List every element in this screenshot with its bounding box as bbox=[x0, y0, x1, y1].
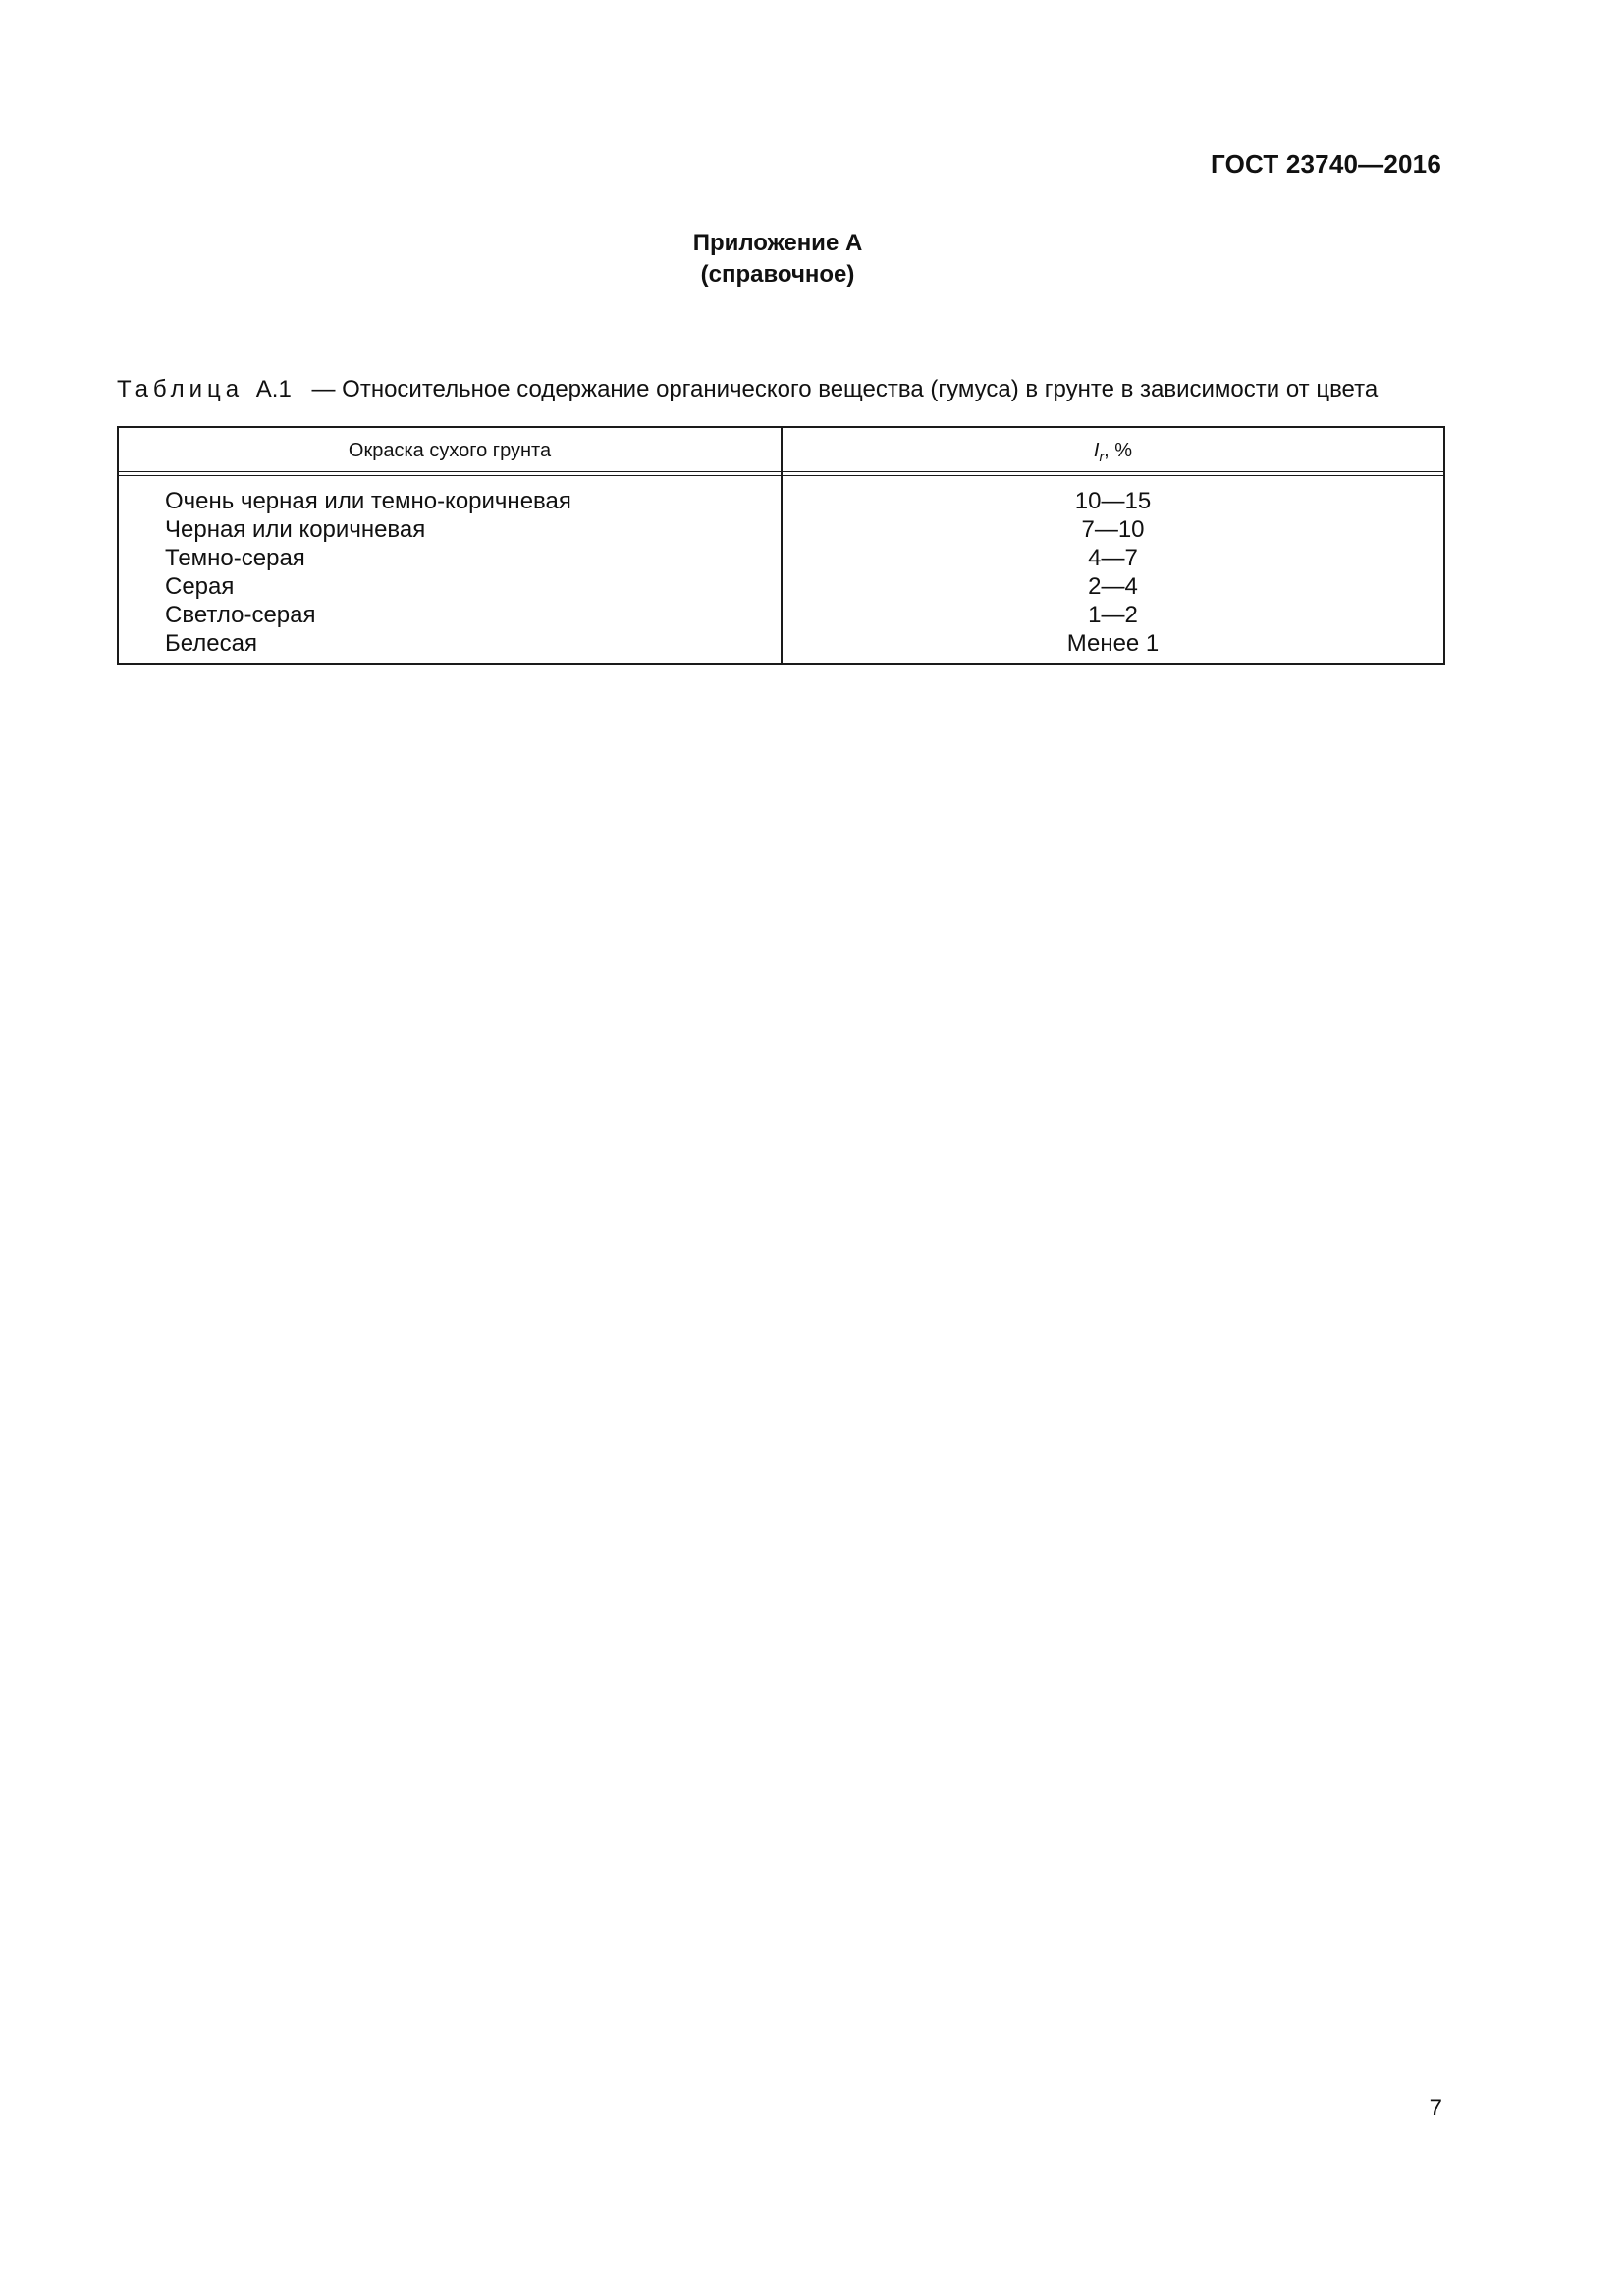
header-unit: , % bbox=[1104, 440, 1133, 461]
page-number: 7 bbox=[1429, 2095, 1442, 2121]
soil-color-column bbox=[165, 487, 571, 658]
table-row-value: Менее 1 bbox=[1066, 630, 1160, 657]
table-row-color: Светло-серая bbox=[165, 602, 316, 628]
table-row-value: 4—7 bbox=[1088, 545, 1138, 571]
soil-humus-table bbox=[117, 426, 1445, 665]
standard-code: ГОСТ 23740—2016 bbox=[1211, 149, 1441, 179]
table-row-color: Белесая bbox=[165, 630, 257, 657]
header-subscript: r bbox=[1099, 449, 1105, 464]
table-caption-number: А.1 bbox=[255, 376, 292, 402]
table-caption-word: Таблица bbox=[117, 376, 244, 402]
table-caption bbox=[117, 376, 1452, 403]
table-row-value: 2—4 bbox=[1088, 573, 1138, 600]
annex-subtitle: (справочное) bbox=[700, 261, 855, 288]
humus-value-column bbox=[783, 487, 1443, 658]
table-row-color: Серая bbox=[165, 573, 235, 600]
table-row-value: 10—15 bbox=[1074, 488, 1152, 514]
table-row-color: Темно-серая bbox=[165, 545, 305, 571]
header-symbol: I bbox=[1093, 440, 1100, 461]
header-soil-color: Окраска сухого грунта bbox=[348, 440, 552, 461]
header-rule bbox=[119, 471, 1443, 472]
table-row-value: 7—10 bbox=[1081, 516, 1145, 543]
table-row-color: Очень черная или темно-коричневая bbox=[165, 488, 571, 514]
table-caption-text: — Относительное содержание органического вещества (гумуса) в грунте в зависимости от цвета bbox=[311, 376, 1379, 402]
header-humus-content bbox=[783, 440, 1443, 464]
annex-title: Приложение А bbox=[692, 230, 863, 256]
table-row-color: Черная или коричневая bbox=[165, 516, 426, 543]
annex-heading bbox=[0, 228, 1555, 291]
table-row-value: 1—2 bbox=[1088, 602, 1138, 628]
header-rule-double bbox=[119, 475, 1443, 476]
